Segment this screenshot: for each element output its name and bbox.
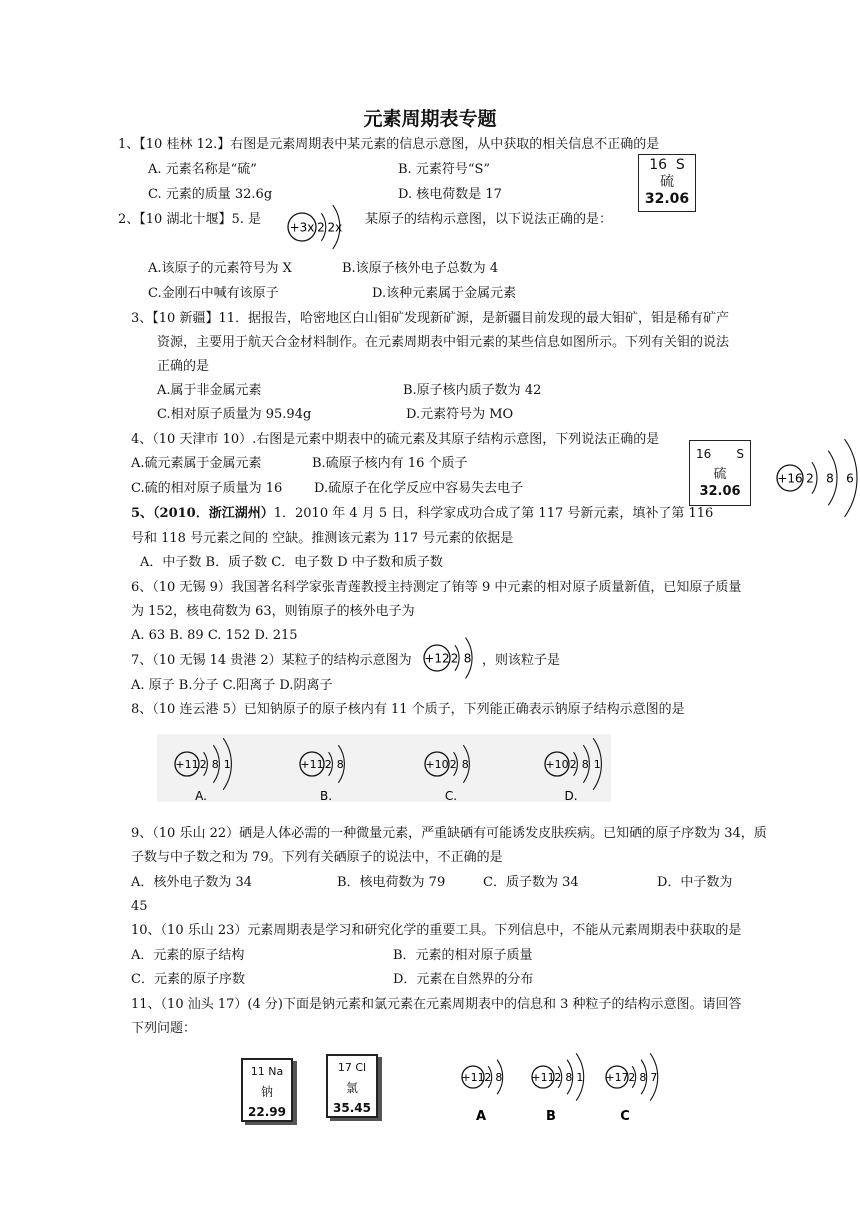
text-line-q1c: C. 元素的质量 32.6g: [148, 187, 273, 202]
text-line-q7post: ，则该粒子是: [482, 653, 561, 668]
q8-option-label: B.: [319, 789, 333, 803]
shell-electron-count: 8: [581, 757, 589, 771]
atomic-mass: 32.06: [699, 484, 741, 499]
nucleus-charge: +16: [777, 471, 803, 486]
text-line-q3l1: 3、【10 新疆】11．据报告，哈密地区白山钼矿发现新矿源，是新疆目前发现的最大钼矿，钼是稀有矿产: [131, 311, 729, 326]
text-line-q2c: C.金刚石中喊有该原子: [148, 286, 279, 301]
text-line-q10c: C．元素的原子序数: [131, 972, 245, 987]
text-line-q2b: B.该原子核外电子总数为 4: [342, 261, 499, 276]
shell-electron-count: 2: [554, 1070, 562, 1084]
q8-option-label: D.: [564, 789, 578, 803]
shell-electron-count: 1: [576, 1070, 584, 1084]
q11-particle-label: B: [546, 1109, 556, 1124]
text-line-q4a: A.硫元素属于金属元素: [131, 456, 262, 471]
text-line-q9l2: 子数与中子数之和为 79。下列有关硒原子的说法中，不正确的是: [131, 850, 503, 865]
text-line-q9a: A．核外电子数为 34: [131, 875, 253, 890]
text-line-q6l1: 6、（10 无锡 9）我国著名科学家张青莲教授主持测定了铕等 9 中元素的相对原子质量新值，已知原子质量: [131, 580, 742, 595]
text-line-q4b: B.硫原子核内有 16 个质子: [312, 456, 468, 471]
atomic-number: 16: [649, 157, 668, 173]
shell-electron-count: 8: [639, 1070, 647, 1084]
atomic-mass: 22.99: [248, 1105, 286, 1119]
text-line-q2d: D.该种元素属于金属元素: [372, 286, 517, 301]
text-line-q3l2: 资源，主要用于航天合金材料制作。在元素周期表中钼元素的某些信息如图所示。下列有关钼的说法: [157, 335, 730, 350]
atomic-number: 17: [337, 1061, 352, 1074]
element-symbol: Na: [268, 1065, 284, 1078]
shell-electron-count: 2: [806, 471, 814, 486]
q8-option-label: A.: [195, 789, 207, 803]
text-line-q3b: B.原子核内质子数为 42: [403, 383, 542, 398]
element-name: 钠: [260, 1085, 273, 1099]
text-line-q10b: B．元素的相对原子质量: [393, 948, 533, 963]
text-line-q11l2: 下列问题：: [131, 1021, 197, 1036]
nucleus-charge: +10: [425, 757, 449, 771]
q8-option-3-diagram: [545, 738, 601, 790]
atomic-number: 11: [250, 1065, 265, 1078]
atomic-mass: 32.06: [644, 191, 690, 207]
nucleus-charge: +11: [175, 757, 199, 771]
page-title: 元素周期表专题: [363, 108, 497, 130]
text-line-q9b: B．核电荷数为 79: [337, 875, 446, 890]
nucleus-charge: +3x: [289, 220, 315, 235]
shell-electron-count: 6: [846, 471, 854, 486]
shell-electron-count: 8: [463, 651, 472, 666]
text-line-q1: 1、【10 桂林 12.】右图是元素周期表中某元素的信息示意图，从中获取的相关信息不正确的是: [118, 137, 660, 152]
text-line-q4: 4、（10 天津市 10）.右图是元素中期表中的硫元素及其原子结构示意图，下列说法正确的是: [131, 432, 660, 447]
nucleus-charge: +10: [545, 757, 569, 771]
q8-option-1-diagram: [300, 745, 344, 783]
text-line-q3a: A.属于非金属元素: [157, 383, 262, 398]
q8-option-0-diagram: [175, 738, 231, 790]
atomic-number: 16: [696, 447, 712, 461]
text-line-q5l2: 号和 118 号元素之间的 空缺。推测该元素为 117 号元素的依据是: [131, 531, 514, 546]
element-symbol: S: [675, 157, 685, 173]
nucleus-charge: +17: [605, 1070, 629, 1084]
text-line-q6opts: A. 63 B. 89 C. 152 D. 215: [131, 628, 298, 643]
element-symbol: Cl: [355, 1061, 367, 1074]
text-line-q8: 8、（10 连云港 5）已知钠原子的原子核内有 11 个质子，下列能正确表示钠原子结构示意图的是: [131, 702, 685, 717]
text-line-q7pre: 7、（10 无锡 14 贵港 2）某粒子的结构示意图为: [131, 653, 412, 668]
shell-electron-count: 8: [495, 1070, 503, 1084]
question-5-stem: 1．2010 年 4 月 5 日，科学家成功合成了第 117 号新元素，填补了第 116: [273, 506, 714, 521]
text-line-q1a: A. 元素名称是“硫”: [148, 162, 257, 177]
text-line-q10: 10、（10 乐山 23）元素周期表是学习和研究化学的重要工具。下列信息中，不能从元素周期表中获取的是: [131, 923, 742, 938]
q7-atom-diagram: [424, 638, 472, 679]
q2-atom-diagram: [288, 205, 342, 249]
text-line-q3c: C.相对原子质量为 95.94g: [157, 407, 312, 422]
element-name: 硫: [660, 174, 674, 190]
text-line-q1d: D. 核电荷数是 17: [398, 187, 502, 202]
text-line-q4d: D.硫原子在化学反应中容易失去电子: [314, 481, 524, 496]
q11-particle-2-diagram: [605, 1053, 657, 1100]
text-line-q10a: A．元素的原子结构: [131, 948, 245, 963]
q11-particle-1-diagram: [531, 1053, 583, 1100]
shell-electron-count: 8: [826, 471, 834, 486]
text-line-q9d: D．中子数为: [657, 875, 733, 890]
shell-electron-count: 2: [450, 651, 459, 666]
text-line-q6l2: 为 152，核电荷数为 63，则铕原子的核外电子为: [131, 604, 415, 619]
text-line-q4c: C.硫的相对原子质量为 16: [131, 481, 283, 496]
text-line-q7opts: A. 原子 B.分子 C.阳离子 D.阴离子: [131, 678, 333, 693]
shell-electron-count: 2: [199, 757, 207, 771]
text-line-q2pre: 2、【10 湖北十堰】5. 是: [118, 212, 261, 227]
shell-electron-count: 2: [569, 757, 577, 771]
question-5-source: 5、（2010．浙江湖州）: [131, 506, 274, 521]
element-name: 硫: [713, 467, 727, 482]
text-line-q1b: B. 元素符号“S”: [398, 162, 491, 177]
nucleus-charge: +11: [300, 757, 324, 771]
shell-electron-count: 2: [317, 220, 325, 235]
shell-electron-count: 1: [593, 757, 601, 771]
q11-particle-label: A: [475, 1109, 487, 1124]
shell-electron-count: 2: [484, 1070, 492, 1084]
shell-electron-count: 8: [565, 1070, 573, 1084]
text-line-q9l1: 9、（10 乐山 22）硒是人体必需的一种微量元素，严重缺硒有可能诱发皮肤疾病。已知硒的原子序数为 34，质: [131, 826, 767, 841]
nucleus-charge: +11: [461, 1070, 485, 1084]
nucleus-charge: +11: [531, 1070, 555, 1084]
text-line-q3d: D.元素符号为 MO: [406, 407, 514, 422]
shell-electron-count: 8: [336, 757, 344, 771]
element-symbol: S: [736, 447, 744, 461]
shell-electron-count: 2: [449, 757, 457, 771]
text-line-q5opts: A．中子数 B．质子数 C．电子数 D 中子数和质子数: [140, 555, 443, 570]
shell-electron-count: 1: [223, 757, 231, 771]
text-line-q2a: A.该原子的元素符号为 X: [148, 261, 292, 276]
q8-option-label: C.: [444, 789, 458, 803]
shell-electron-count: 2: [628, 1070, 636, 1084]
q11-particle-label: C: [620, 1109, 630, 1124]
text-line-q3l3: 正确的是: [157, 359, 210, 374]
text-line-q9d2: 45: [131, 899, 148, 914]
shell-electron-count: 2: [324, 757, 332, 771]
shell-electron-count: 2x: [327, 220, 343, 235]
text-line-q10d: D．元素在自然界的分布: [393, 972, 534, 987]
nucleus-charge: +12: [424, 651, 450, 666]
shell-electron-count: 8: [461, 757, 469, 771]
text-line-q11l1: 11、（10 汕头 17）(4 分)下面是钠元素和氯元素在元素周期表中的信息和 3 种粒子的结构示意图。请回答: [131, 997, 742, 1012]
shell-electron-count: 8: [211, 757, 219, 771]
q11-particle-0-diagram: [461, 1060, 502, 1095]
q8-option-2-diagram: [425, 745, 469, 783]
text-line-q2post: 某原子的结构示意图，以下说法正确的是：: [365, 212, 613, 227]
q4-atom-diagram: [777, 439, 857, 517]
text-line-q9c: C．质子数为 34: [483, 875, 579, 890]
atomic-mass: 35.45: [333, 1101, 371, 1115]
element-name: 氯: [345, 1081, 358, 1095]
shell-electron-count: 7: [650, 1070, 658, 1084]
